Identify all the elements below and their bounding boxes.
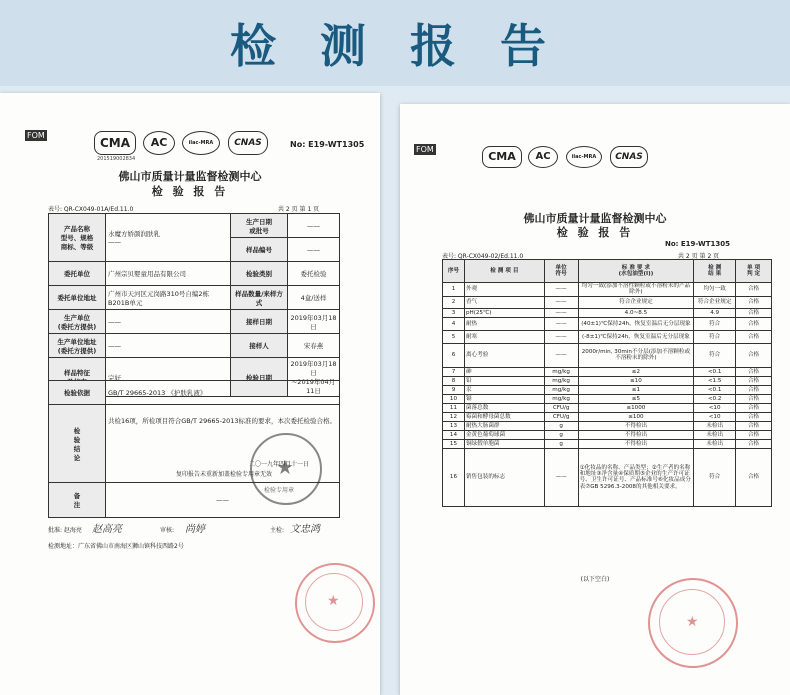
info-label: 检验类别	[231, 262, 288, 286]
table-row	[443, 330, 772, 343]
column-header: 单位 符号	[544, 260, 578, 283]
seal-star-icon: ★	[276, 455, 294, 479]
red-seal-left	[295, 563, 375, 643]
center-name: 佛山市质量计量监督检测中心	[523, 212, 667, 225]
info-value: 水魔方娇颜润肤乳 ——	[106, 214, 231, 262]
inspector-signature: 文忠鸿	[290, 524, 320, 535]
table-cell: 合格	[736, 343, 772, 367]
table-row	[443, 343, 772, 367]
table-cell: ——	[544, 448, 578, 506]
table-cell: 6	[443, 343, 465, 367]
ilac-logo: ilac-MRA	[566, 146, 602, 168]
reviewer-signature: 尚婷	[185, 524, 205, 535]
red-seal-star-icon: ★	[327, 593, 340, 609]
table-cell: 符合企业规定	[578, 296, 694, 308]
table-cell: 外观	[464, 283, 544, 297]
issue-date: 二〇一九年四月十一日	[248, 461, 309, 468]
table-cell: 14	[443, 430, 465, 439]
info-label: 接样人	[231, 334, 288, 358]
page-title: 检 测 报 告	[229, 19, 561, 73]
table-cell: 合格	[736, 403, 772, 412]
table-row	[443, 412, 772, 421]
table-row	[443, 283, 772, 297]
table-cell: 2	[443, 296, 465, 308]
info-label: 检验日期	[231, 358, 288, 397]
table-cell: 合格	[736, 376, 772, 385]
table-cell: 合格	[736, 394, 772, 403]
table-cell: ——	[544, 317, 578, 330]
table-row	[443, 308, 772, 317]
info-value: 4盒/送样	[288, 286, 340, 310]
table-cell: 4.9	[694, 308, 736, 317]
table-cell: 16	[443, 448, 465, 506]
fom-logo: FOM	[416, 145, 434, 154]
table-cell: 符合	[694, 330, 736, 343]
form-number: 表号: QR-CX049-01A/Ed.11.0	[48, 206, 134, 213]
table-cell: (-8±1)℃保持24h，恢复室温后无分层现象	[578, 330, 694, 343]
table-cell: ≤100	[578, 412, 694, 421]
table-cell: ——	[544, 308, 578, 317]
table-cell: ——	[544, 330, 578, 343]
info-label: 接样日期	[231, 310, 288, 334]
info-row	[49, 262, 340, 286]
table-cell: g	[544, 430, 578, 439]
info-value: 广州宗贝婴童用品有限公司	[106, 262, 231, 286]
table-cell: ≤1000	[578, 403, 694, 412]
table-cell: 3	[443, 308, 465, 317]
info-label: 样品特征	[49, 358, 106, 397]
table-cell: 合格	[736, 430, 772, 439]
info-label: 生产日期 或批号	[231, 214, 288, 238]
table-cell: pH(25℃)	[464, 308, 544, 317]
lab-address: 检测地址：广东省佛山市南海区狮山镇科技西路2号	[48, 543, 184, 550]
info-row	[49, 334, 340, 358]
table-cell: <0.1	[694, 367, 736, 376]
report-number: No: E19-WT1305	[665, 240, 730, 248]
info-value: ——	[288, 238, 340, 262]
table-cell: 4.0~8.5	[578, 308, 694, 317]
table-cell: ——	[544, 343, 578, 367]
info-value: 委托检验	[288, 262, 340, 286]
table-cell: 汞	[464, 385, 544, 394]
info-row	[49, 286, 340, 310]
table-cell: <0.2	[694, 394, 736, 403]
table-cell: 销售包装的标志	[464, 448, 544, 506]
info-label: 委托单位	[49, 262, 106, 286]
cma-logo: CMA	[94, 131, 136, 155]
table-cell: 合格	[736, 448, 772, 506]
table-cell: 菌落总数	[464, 403, 544, 412]
table-row	[443, 439, 772, 448]
table-cell: 13	[443, 421, 465, 430]
table-cell: 10	[443, 394, 465, 403]
table-cell: 1	[443, 283, 465, 297]
table-row	[443, 448, 772, 506]
table-cell: 合格	[736, 421, 772, 430]
table-cell: 合格	[736, 439, 772, 448]
table-cell: 合格	[736, 283, 772, 297]
info-label: 生产单位地址 (委托方提供)	[49, 334, 106, 358]
info-value: ——	[288, 214, 340, 238]
basis-value: GB/T 29665-2013 《护肤乳液》	[106, 381, 340, 405]
approver-signature: 赵高亮	[92, 524, 122, 535]
banner	[0, 0, 790, 86]
table-cell: 耐热	[464, 317, 544, 330]
doc-title: 检 验 报 告	[556, 226, 634, 239]
table-cell: 合格	[736, 317, 772, 330]
end-note: (以下空白)	[580, 576, 610, 583]
results-table	[442, 259, 772, 507]
table-cell: 2000r/min, 30min不分层(添加不溶颗粒或不溶粉末的除外)	[578, 343, 694, 367]
info-value: 宋春燕	[288, 334, 340, 358]
red-seal-star-icon: ★	[686, 614, 699, 630]
table-cell: 合格	[736, 412, 772, 421]
table-cell: 9	[443, 385, 465, 394]
column-header: 检 测 结 果	[694, 260, 736, 283]
table-cell: 合格	[736, 330, 772, 343]
page-indicator: 共 2 页 第 2 页	[678, 253, 720, 260]
table-cell: 15	[443, 439, 465, 448]
table-cell: 符合	[694, 448, 736, 506]
table-cell: 8	[443, 376, 465, 385]
info-label: 生产单位 (委托方提供)	[49, 310, 106, 334]
column-header: 标 准 要 求 (水包油型(Ⅰ))	[578, 260, 694, 283]
table-cell: ——	[544, 283, 578, 297]
table-cell: g	[544, 421, 578, 430]
info-label: 样品数量/来样方式	[231, 286, 288, 310]
table-row	[443, 421, 772, 430]
table-cell: 合格	[736, 308, 772, 317]
table-row	[443, 317, 772, 330]
table-cell: 金黄色葡萄球菌	[464, 430, 544, 439]
info-value: 广州市天河区元岗路310号自编2栋B201B单元	[106, 286, 231, 310]
red-seal-right	[648, 578, 738, 668]
table-cell: 耐热大肠菌群	[464, 421, 544, 430]
cert-number: 201519002834	[97, 156, 136, 162]
cma-logo: CMA	[482, 146, 522, 168]
table-cell: 未检出	[694, 421, 736, 430]
info-row	[49, 310, 340, 334]
conclusion-text: 共检16项，所检项目符合GB/T 29665-2013标准的要求，本次委托检验合格。	[108, 417, 337, 425]
info-label: 样品编号	[231, 238, 288, 262]
table-cell: <1.5	[694, 376, 736, 385]
table-cell: mg/kg	[544, 367, 578, 376]
report-number: No: E19-WT1305	[290, 140, 365, 149]
table-row	[443, 367, 772, 376]
table-cell: 符合	[694, 317, 736, 330]
table-cell: g	[544, 439, 578, 448]
info-value: ——	[106, 334, 231, 358]
info-value: 2019年03月18日	[288, 310, 340, 334]
table-row	[443, 430, 772, 439]
ilac-logo: ilac-MRA	[182, 131, 220, 155]
table-cell: 不得检出	[578, 430, 694, 439]
table-cell: 12	[443, 412, 465, 421]
table-cell: ≤2	[578, 367, 694, 376]
copy-notice: 复印报告未重新加盖检验专用章无效	[176, 471, 273, 478]
column-header: 单 项 判 定	[736, 260, 772, 283]
cnas-logo: CNAS	[228, 131, 268, 155]
table-row	[443, 296, 772, 308]
remark-label: 备 注	[49, 483, 106, 518]
table-cell: 5	[443, 330, 465, 343]
table-row	[443, 385, 772, 394]
table-cell: 耐寒	[464, 330, 544, 343]
seal-label: 检验专用章	[264, 487, 295, 494]
table-cell: 合格	[736, 385, 772, 394]
remark-value: ——	[106, 483, 340, 518]
table-cell: 合格	[736, 296, 772, 308]
table-cell: (40±1)℃保持24h，恢复室温后无分层现象	[578, 317, 694, 330]
table-cell: ≤5	[578, 394, 694, 403]
conclusion-label: 检 验 结 论	[49, 405, 106, 483]
table-cell: <0.1	[694, 385, 736, 394]
page-indicator: 共 2 页 第 1 页	[278, 206, 320, 213]
reviewer-label: 审核:	[160, 527, 175, 534]
table-cell: ①化妆品的名称、产品类型；②生产者的名称和地址③净含量④保质期⑤企业的生产许可证号、卫生许可证号、产品标准号⑥化妆品成分表⑦GB 5296.3-2008的其他相关要求。	[578, 448, 694, 506]
table-cell: 11	[443, 403, 465, 412]
table-cell: ≤1	[578, 385, 694, 394]
center-name: 佛山市质量计量监督检测中心	[118, 170, 262, 183]
ac-logo: AC	[528, 146, 558, 168]
ac-logo: AC	[143, 131, 175, 155]
table-cell: 符合企业规定	[694, 296, 736, 308]
table-cell: 砷	[464, 367, 544, 376]
table-cell: mg/kg	[544, 376, 578, 385]
table-cell: <10	[694, 403, 736, 412]
table-cell: 7	[443, 367, 465, 376]
table-cell: mg/kg	[544, 394, 578, 403]
table-cell: 合格	[736, 367, 772, 376]
fom-logo: FOM	[27, 131, 45, 140]
cnas-logo: CNAS	[610, 146, 648, 168]
table-cell: ——	[544, 296, 578, 308]
table-cell: ≤10	[578, 376, 694, 385]
table-cell: 霉菌和酵母菌总数	[464, 412, 544, 421]
basis-label: 检验依据	[49, 381, 106, 405]
table-cell: 未检出	[694, 430, 736, 439]
inspector-label: 主检:	[270, 527, 285, 534]
table-cell: 铜绿假单胞菌	[464, 439, 544, 448]
table-row	[443, 403, 772, 412]
info-table	[48, 213, 340, 397]
table-cell: 不得检出	[578, 439, 694, 448]
table-cell: 均匀一致	[694, 283, 736, 297]
table-cell: 镉	[464, 394, 544, 403]
info-row	[49, 214, 340, 238]
info-label: 委托单位地址	[49, 286, 106, 310]
info-value: ——	[106, 310, 231, 334]
table-cell: 4	[443, 317, 465, 330]
approver-label: 批准: 赵海亮	[48, 527, 82, 534]
info-label: 产品名称 型号、规格 商标、等级	[49, 214, 106, 262]
table-row	[443, 394, 772, 403]
table-cell: 不得检出	[578, 421, 694, 430]
table-cell: mg/kg	[544, 385, 578, 394]
doc-title: 检 验 报 告	[151, 185, 229, 198]
column-header: 序号	[443, 260, 465, 283]
table-cell: 香气	[464, 296, 544, 308]
table-cell: <10	[694, 412, 736, 421]
info-value: 2019年03月18日 ~2019年04月11日	[288, 358, 340, 397]
table-cell: 符合	[694, 343, 736, 367]
column-header: 检 测 项 目	[464, 260, 544, 283]
table-row	[443, 376, 772, 385]
table-cell: CFU/g	[544, 403, 578, 412]
table-cell: CFU/g	[544, 412, 578, 421]
inspection-seal	[250, 433, 322, 505]
table-cell: 铅	[464, 376, 544, 385]
table-cell: 均匀一致(添加不溶性颗粒或不溶粉末的产品除外)	[578, 283, 694, 297]
table-cell: 未检出	[694, 439, 736, 448]
form-number: 表号: QR-CX049-02/Ed.11.0	[442, 253, 524, 260]
table-cell: 离心考验	[464, 343, 544, 367]
info-value: 完好	[106, 358, 231, 397]
